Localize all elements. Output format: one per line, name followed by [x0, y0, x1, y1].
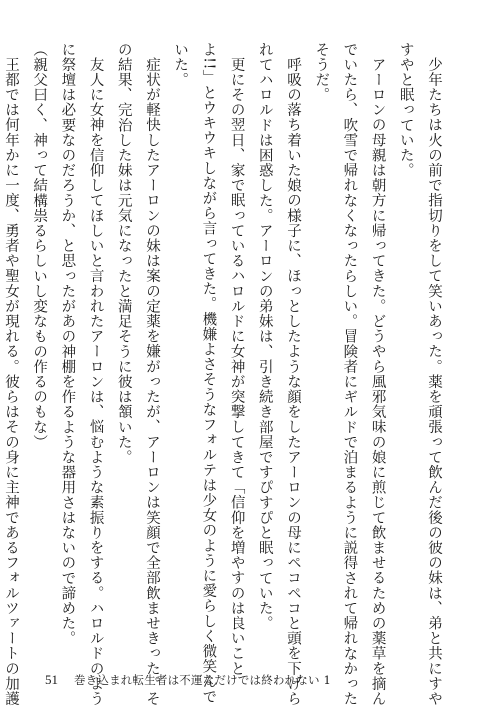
text-line: 更にその翌日、家で眠っているハロルドに女神が突撃してきて「信仰を増やすのは良いこと — [228, 56, 245, 676]
text-line: 症状が軽快したアーロンの妹は案の定薬を嫌がったが、アーロンは笑顔で全部飲ませきった。そ — [143, 56, 160, 706]
text-line: 王都では何年かに一度、勇者や聖女が現れる。彼らはその身に主神であるフォルツァートの加護 — [2, 56, 19, 706]
text-line: に祭壇は必要なのだろうか、と思ったがあの神棚を作るような器用さはないので諦めた。 — [59, 42, 76, 646]
text-line: よ!!」とウキウキしながら言ってきた。機嫌よさそうなフォルテは少女のように愛らしく微笑んで — [200, 42, 217, 705]
text-line: 呼吸の落ち着いた娘の様子に、ほっとしたような顔をしたアーロンの母にペコペコと頭を下げら — [284, 56, 301, 706]
text-line: でいたら、吹雪で帰れなくなったらしい。冒険者にギルドで泊まるように説得されて帰れなかった — [341, 42, 358, 707]
page-number: 51 — [45, 672, 58, 687]
text-line: の結果、完治した妹は元気になったと満足そうに彼は頷いた。 — [115, 42, 132, 465]
text-line: そうだ。 — [313, 42, 330, 103]
book-title: 巻き込まれ転生者は不運なだけでは終われない 1 — [74, 673, 332, 687]
page-footer — [45, 672, 331, 688]
text-line: いた。 — [172, 42, 189, 88]
text-line: 友人に女神を信仰してほしいと言われたアーロンは、悩むような素振りをする。ハロルドのよう — [87, 56, 104, 706]
text-line: すやと眠っていた。 — [397, 42, 414, 178]
text-line: アーロンの母親は朝方に帰ってきた。どうやら風邪気味の娘に煎じて飲ませるための薬草を摘ん — [369, 56, 386, 706]
text-line: 少年たちは火の前で指切りをして笑いあった。薬を頑張って飲んだ後の彼の妹は、弟と共にすや — [426, 56, 442, 706]
text-line: れてハロルドは困惑した。アーロンの弟妹は、引き続き部屋ですぴすぴと眠っていた。 — [256, 42, 273, 631]
text-line: （親父曰く、神って結構祟るらしいし変なもの作るのもな） — [31, 42, 48, 450]
